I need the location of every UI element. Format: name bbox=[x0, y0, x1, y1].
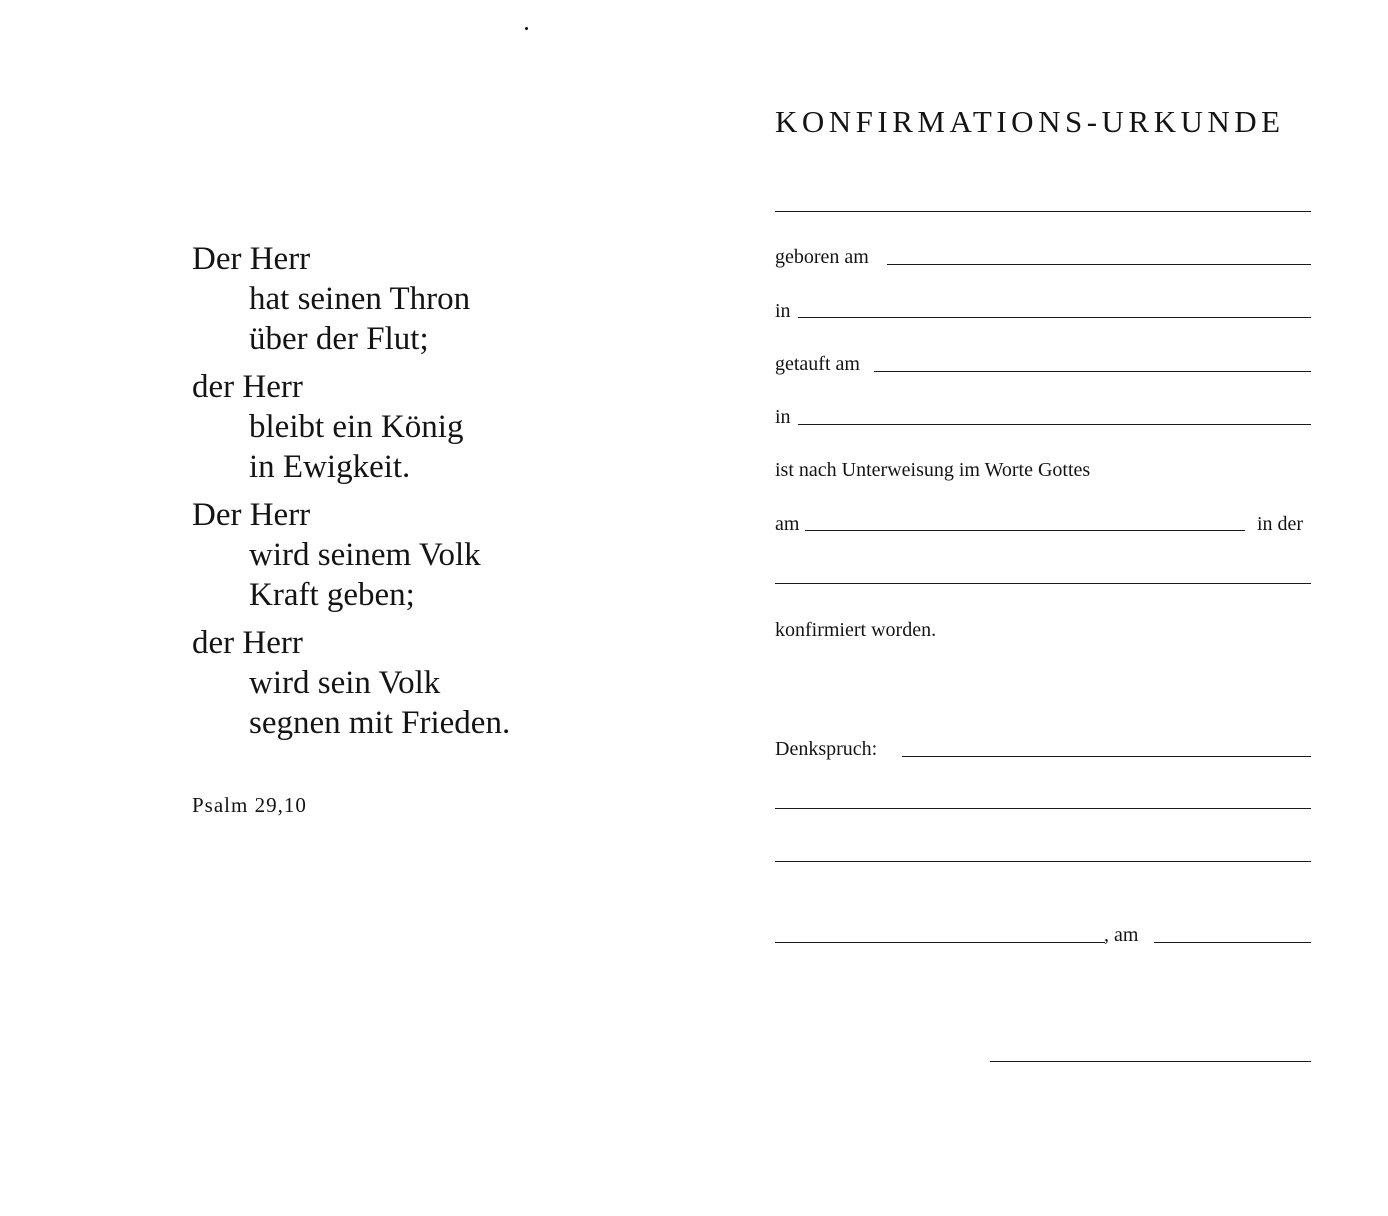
motto-field-line-1[interactable] bbox=[902, 756, 1311, 757]
birth-date-field-line[interactable] bbox=[887, 264, 1311, 265]
certificate-page bbox=[694, 0, 1388, 1216]
stanza-line: wird seinem Volk bbox=[249, 537, 481, 573]
psalm-stanza-3 bbox=[192, 495, 481, 615]
certificate-title: KONFIRMATIONS-URKUNDE bbox=[775, 104, 1285, 139]
motto-field-line-2[interactable] bbox=[775, 808, 1311, 809]
baptized-label: getauft am bbox=[775, 353, 860, 375]
birth-place-field-line[interactable] bbox=[798, 317, 1311, 318]
place-date-separator: , am bbox=[1104, 924, 1139, 946]
confirmation-date-field-line[interactable] bbox=[805, 530, 1245, 531]
stanza-line: segnen mit Frieden. bbox=[249, 705, 511, 741]
stanza-line: über der Flut; bbox=[249, 321, 429, 357]
baptism-place-field-line[interactable] bbox=[798, 424, 1311, 425]
signature-field-line[interactable] bbox=[990, 1061, 1311, 1062]
in-der-label: in der bbox=[1257, 513, 1304, 535]
stanza-line: Kraft geben; bbox=[249, 577, 415, 613]
motto-label: Denkspruch: bbox=[775, 738, 878, 760]
stanza-line: bleibt ein König bbox=[249, 409, 464, 445]
psalm-stanza-4 bbox=[192, 623, 510, 743]
confirmed-text: konfirmiert worden. bbox=[775, 619, 937, 641]
paper-speck bbox=[525, 27, 528, 30]
born-label: geboren am bbox=[775, 246, 869, 268]
stanza-line: wird sein Volk bbox=[249, 665, 441, 701]
baptism-place-label: in bbox=[775, 406, 791, 428]
stanza-head: Der Herr bbox=[192, 497, 311, 533]
stanza-head: Der Herr bbox=[192, 241, 311, 277]
stanza-line: in Ewigkeit. bbox=[249, 449, 411, 485]
stanza-head: der Herr bbox=[192, 625, 303, 661]
name-field-line[interactable] bbox=[775, 211, 1311, 212]
church-field-line[interactable] bbox=[775, 583, 1311, 584]
birth-place-label: in bbox=[775, 300, 791, 322]
stanza-line: hat seinen Thron bbox=[249, 281, 471, 317]
motto-field-line-3[interactable] bbox=[775, 861, 1311, 862]
issue-date-field-line[interactable] bbox=[1154, 942, 1311, 943]
instruction-text: ist nach Unterweisung im Worte Gottes bbox=[775, 459, 1091, 481]
baptism-date-field-line[interactable] bbox=[874, 371, 1311, 372]
psalm-stanza-2 bbox=[192, 367, 463, 487]
psalm-stanza-1 bbox=[192, 239, 470, 359]
stanza-head: der Herr bbox=[192, 369, 303, 405]
confirmation-date-label: am bbox=[775, 513, 800, 535]
psalm-reference: Psalm 29,10 bbox=[192, 793, 307, 817]
place-field-line[interactable] bbox=[775, 942, 1105, 943]
